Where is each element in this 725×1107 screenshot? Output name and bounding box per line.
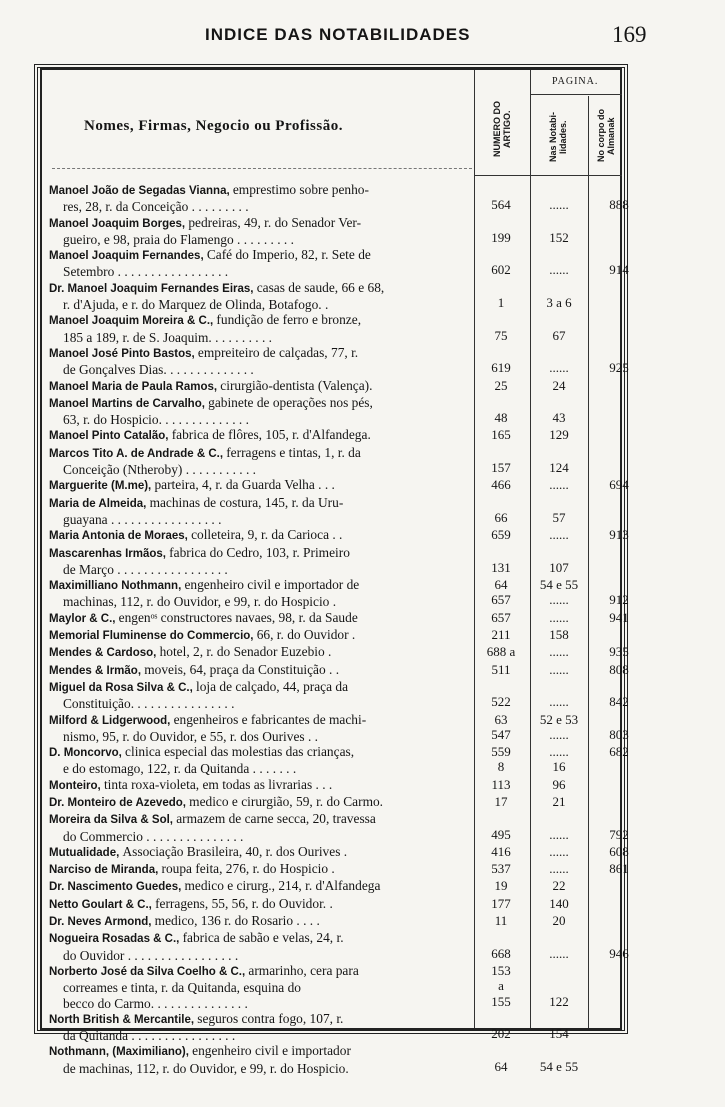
article-number: 64 (494, 1058, 508, 1074)
article-number: 199 (491, 229, 511, 245)
entry-text (47, 280, 471, 313)
page-notabilidades: ...... (549, 861, 569, 877)
article-number: 157 (491, 460, 511, 476)
table-row (47, 794, 627, 811)
page-notabilidades: ...... (549, 843, 569, 859)
entry-description: moveis, 64, praça da Constituição . . (144, 661, 340, 677)
column-header-numero: NUMERO DO ARTIGO. (492, 101, 512, 157)
page-notabilidades: 20 (552, 913, 566, 929)
table-row (47, 712, 627, 745)
entry-description: emprestimo sobre penho- (232, 182, 369, 197)
table-row (47, 861, 627, 878)
article-number: 559 (491, 744, 511, 760)
entry-description: e do estomago, 122, r. da Quitanda . . . . . . . (63, 761, 297, 777)
entry-description: Café do Imperio, 82, r. Sete de (206, 247, 371, 263)
page-notabilidades: ...... (549, 726, 569, 742)
table-row (47, 1011, 627, 1044)
entry-name: Miguel da Rosa Silva & C., (49, 681, 196, 694)
entry-text (47, 1043, 471, 1076)
entry-description: ferragens, 55, 56, r. do Ouvidor. . (155, 895, 333, 911)
entry-description: roupa feita, 276, r. do Hospicio . (161, 861, 335, 877)
article-number: 131 (491, 559, 511, 575)
entry-text (47, 811, 471, 844)
entry-name: Maria Antonia de Moraes, (49, 530, 192, 543)
entry-text (47, 777, 471, 794)
article-number: 153 (491, 962, 511, 978)
entry-name: Mendes & Cardoso, (49, 647, 160, 660)
entry-text (47, 312, 471, 345)
table-row (47, 477, 627, 494)
page-almanak: 861 (609, 861, 629, 877)
entry-text (47, 577, 471, 610)
entry-description: do Commercio . . . . . . . . . . . . . . . (63, 828, 244, 844)
article-number: 564 (491, 197, 511, 213)
entry-description: casas de saude, 66 e 68, (256, 279, 385, 295)
entry-description: guayana . . . . . . . . . . . . . . . . . (63, 511, 222, 527)
table-row (47, 1043, 627, 1076)
page-notabilidades: 57 (552, 509, 566, 525)
entry-text (47, 545, 471, 578)
table-row (47, 427, 627, 444)
table-row (47, 744, 627, 777)
entry-description: fabrica do Cedro, 103, r. Primeiro (169, 544, 350, 560)
page-almanak: 914 (609, 262, 629, 278)
page-notabilidades: ...... (549, 360, 569, 376)
entry-description: becco do Carmo. . . . . . . . . . . . . . . (63, 995, 248, 1011)
entry-text (47, 215, 471, 248)
page-notabilidades: 96 (552, 776, 566, 792)
page-notabilidades: 43 (552, 410, 566, 426)
entry-text (47, 445, 471, 478)
page-notabilidades: 52 e 53 (539, 711, 579, 727)
entry-name: Manoel Joaquim Fernandes, (49, 250, 207, 263)
entry-description: engenᵒˢ constructores navaes, 98, r. da Saude (118, 609, 358, 625)
entry-text (47, 527, 471, 544)
table-row (47, 777, 627, 794)
article-number: 511 (491, 661, 511, 677)
page-notabilidades: ...... (549, 592, 569, 608)
page-almanak: 682 (609, 744, 629, 760)
entry-name: Netto Goulart & C., (49, 898, 156, 911)
page-notabilidades: 54 e 55 (539, 577, 579, 593)
entry-name: Mendes & Irmão, (49, 664, 145, 677)
page-almanak: 941 (609, 609, 629, 625)
table-row (47, 495, 627, 528)
page-notabilidades: 122 (549, 993, 569, 1009)
entry-description: tinta roxa-violeta, em todas as livrarias . . . (103, 776, 333, 792)
table-row (47, 878, 627, 895)
entry-name: Dr. Monteiro de Azevedo, (49, 796, 190, 809)
entry-description: parteira, 4, r. da Guarda Velha . . . (154, 477, 335, 493)
article-number: 177 (491, 895, 511, 911)
article-number: 1 (497, 295, 505, 311)
page-notabilidades: ...... (549, 477, 569, 493)
entry-name: Mascarenhas Irmãos, (49, 547, 170, 560)
article-number: 66 (494, 509, 508, 525)
entry-name: Manoel Pinto Catalão, (49, 430, 172, 443)
table-row (47, 545, 627, 578)
article-number: 25 (494, 377, 508, 393)
entry-description: cirurgião-dentista (Valença). (220, 377, 373, 393)
entry-name: Marcos Tito A. de Andrade & C., (49, 447, 227, 460)
entry-description: engenheiro civil e importador (192, 1043, 351, 1059)
page-notabilidades: ...... (549, 744, 569, 760)
table-row (47, 247, 627, 280)
entry-text (47, 913, 471, 930)
entry-description: nismo, 95, r. do Ouvidor, e 55, r. dos Ourives . . (63, 728, 318, 744)
page-header (0, 22, 725, 54)
table-row (47, 610, 627, 627)
article-number: 211 (491, 627, 511, 643)
table-row (47, 215, 627, 248)
entry-name: North British & Mercantile, (49, 1013, 198, 1026)
header-divider (52, 168, 472, 169)
page-notabilidades: ...... (549, 945, 569, 961)
page-notabilidades: 22 (552, 878, 566, 894)
article-number: 48 (494, 410, 508, 426)
table-row (47, 182, 627, 215)
entry-description: correames e tinta, r. da Quitanda, esquina do (63, 980, 301, 996)
entry-description: de Março . . . . . . . . . . . . . . . . . (63, 561, 228, 577)
entry-text (47, 878, 471, 895)
article-number: 522 (491, 694, 511, 710)
column-header-almanak: No corpo do Almanak (596, 109, 616, 163)
entry-name: Maylor & C., (49, 612, 119, 625)
table-row (47, 963, 627, 1011)
article-number: 537 (491, 861, 511, 877)
entry-description: do Ouvidor . . . . . . . . . . . . . . . . . (63, 947, 239, 963)
article-number: 165 (491, 427, 511, 443)
table-row (47, 378, 627, 395)
article-number: 17 (494, 793, 508, 809)
page-almanak: 925 (609, 360, 629, 376)
entry-description: r. d'Ajuda, e r. do Marquez de Olinda, Botafogo. . (63, 297, 329, 313)
entry-description: pedreiras, 49, r. do Senador Ver- (188, 214, 362, 230)
page-notabilidades: 16 (552, 759, 566, 775)
table-row (47, 811, 627, 844)
entry-name: Mutualidade, (49, 846, 123, 859)
entry-name: Manoel Martins de Carvalho, (49, 397, 209, 410)
entries-list (47, 182, 627, 1076)
page-almanak: 694 (609, 477, 629, 493)
entry-text (47, 627, 471, 644)
entry-description: hotel, 2, r. do Senador Euzebio . (159, 644, 332, 660)
article-number: 659 (491, 527, 511, 543)
entry-description: empreiteiro de calçadas, 77, r. (197, 344, 359, 360)
table-row (47, 577, 627, 610)
page-notabilidades: 54 e 55 (539, 1058, 579, 1074)
entry-description: loja de calçado, 44, praça da (195, 678, 349, 694)
article-number: 657 (491, 609, 511, 625)
entry-description: armarinho, cera para (248, 962, 359, 978)
pagina-rule (530, 94, 622, 95)
entry-name: Monteiro, (49, 779, 104, 792)
page-notabilidades: 124 (549, 460, 569, 476)
page-notabilidades: ...... (549, 644, 569, 660)
header-bottom-rule (474, 175, 622, 176)
table-row (47, 445, 627, 478)
page-almanak: 935 (609, 644, 629, 660)
entry-text (47, 427, 471, 444)
entry-name: D. Moncorvo, (49, 747, 126, 760)
article-number: 688 a (486, 644, 516, 660)
column-header-names: Nomes, Firmas, Negocio ou Profissão. (84, 118, 343, 134)
entry-description: fundição de ferro e bronze, (216, 312, 362, 328)
entry-description: ferragens e tintas, 1, r. da (226, 444, 361, 460)
entry-description: 66, r. do Ouvidor . (256, 627, 356, 643)
page-notabilidades: 24 (552, 377, 566, 393)
article-number: 495 (491, 826, 511, 842)
entry-description: machinas de costura, 145, r. da Uru- (149, 494, 344, 510)
entry-name: Narciso de Miranda, (49, 864, 162, 877)
page-almanak: 842 (609, 694, 629, 710)
article-number: 8 (497, 759, 505, 775)
entry-description: gabinete de operações nos pés, (208, 394, 373, 410)
entry-description: fabrica de sabão e velas, 24, r. (182, 930, 344, 946)
article-number: 416 (491, 843, 511, 859)
entry-name: Manoel João de Segadas Vianna, (49, 185, 233, 197)
table-row (47, 312, 627, 345)
entry-description: machinas, 112, r. do Ouvidor, e 99, r. do Hospicio . (63, 594, 337, 610)
column-header-pagina: PAGINA. (552, 76, 599, 87)
page-notabilidades: 21 (552, 793, 566, 809)
entry-description: gueiro, e 98, praia do Flamengo . . . . . . . . . (63, 231, 294, 247)
page-almanak: 808 (609, 661, 629, 677)
article-number: 113 (491, 776, 511, 792)
entry-description: seguros contra fogo, 107, r. (197, 1010, 344, 1026)
entry-name: Milford & Lidgerwood, (49, 714, 174, 727)
entry-name: Manoel Joaquim Borges, (49, 217, 189, 230)
entry-description: medico, 136 r. do Rosario . . . . (154, 913, 320, 929)
page-notabilidades: ...... (549, 609, 569, 625)
entry-name: Norberto José da Silva Coelho & C., (49, 965, 249, 978)
entry-description: Setembro . . . . . . . . . . . . . . . . . (63, 264, 229, 280)
entry-name: Moreira da Silva & Sol, (49, 814, 177, 827)
page-almanak: 946 (609, 945, 629, 961)
entry-name: Memorial Fluminense do Commercio, (49, 630, 257, 643)
table-row (47, 627, 627, 644)
table-row (47, 644, 627, 661)
entry-description: da Quitanda . . . . . . . . . . . . . . . . (63, 1028, 236, 1044)
entry-description: Conceição (Ntheroby) . . . . . . . . . . . (63, 462, 257, 478)
page-number: 169 (612, 22, 647, 47)
page-notabilidades: ...... (549, 826, 569, 842)
page-almanak: 912 (609, 592, 629, 608)
entry-name: Marguerite (M.me), (49, 480, 155, 493)
page-notabilidades: 3 a 6 (546, 295, 572, 311)
entry-name: Maria de Almeida, (49, 497, 150, 510)
page-notabilidades: ...... (549, 527, 569, 543)
entry-name: Manoel José Pinto Bastos, (49, 347, 198, 360)
page-almanak: 608 (609, 843, 629, 859)
entry-name: Nogueira Rosadas & C., (49, 933, 183, 946)
entry-text (47, 896, 471, 913)
entry-text (47, 395, 471, 428)
entry-description: clinica especial das molestias das crianças, (125, 744, 355, 760)
table-row (47, 844, 627, 861)
entry-description: engenheiros e fabricantes de machi- (173, 711, 367, 727)
page-notabilidades: 67 (552, 327, 566, 343)
column-header-notabilidades: Nas Notabi- lidades. (548, 112, 568, 163)
table-row (47, 662, 627, 679)
entry-text (47, 345, 471, 378)
entry-text (47, 495, 471, 528)
page-notabilidades: ...... (549, 661, 569, 677)
entry-description: colleteira, 9, r. da Carioca . . (191, 527, 343, 543)
entry-text (47, 679, 471, 712)
page-almanak: 803 (609, 726, 629, 742)
entry-description: armazem de carne secca, 20, travessa (176, 811, 376, 827)
article-number: 75 (494, 327, 508, 343)
article-number: 155 (491, 993, 511, 1009)
entry-name: Manoel Maria de Paula Ramos, (49, 380, 221, 393)
entry-name: Manoel Joaquim Moreira & C., (49, 315, 217, 328)
entry-name: Dr. Neves Armond, (49, 916, 155, 929)
table-row (47, 345, 627, 378)
article-number: 547 (491, 726, 511, 742)
entry-text (47, 794, 471, 811)
article-number: 657 (491, 592, 511, 608)
page-notabilidades: ...... (549, 694, 569, 710)
entry-description: res, 28, r. da Conceição . . . . . . . . . (63, 199, 249, 215)
entry-text (47, 930, 471, 963)
page-notabilidades: 152 (549, 229, 569, 245)
article-number: 63 (494, 711, 508, 727)
entry-text (47, 610, 471, 627)
article-number: 619 (491, 360, 511, 376)
entry-description: medico e cirurg., 214, r. d'Alfandega (184, 878, 381, 894)
table-row (47, 913, 627, 930)
article-number: 466 (491, 477, 511, 493)
article-number: 11 (494, 913, 508, 929)
entry-text (47, 378, 471, 395)
entry-description: engenheiro civil e importador de (184, 577, 360, 593)
page-notabilidades: 158 (549, 627, 569, 643)
table-row (47, 679, 627, 712)
entry-text (47, 744, 471, 777)
table-row (47, 527, 627, 544)
entry-text (47, 861, 471, 878)
entry-description: 63, r. do Hospicio. . . . . . . . . . . . . . (63, 412, 249, 428)
table-row (47, 280, 627, 313)
page-notabilidades: ...... (549, 262, 569, 278)
page-almanak: 888 (609, 197, 629, 213)
entry-description: de machinas, 112, r. do Ouvidor, e 99, r. do Hospicio. (63, 1060, 349, 1076)
entry-description: medico e cirurgião, 59, r. do Carmo. (189, 793, 384, 809)
entry-text (47, 644, 471, 661)
entry-description: Constituição. . . . . . . . . . . . . . . . (63, 696, 235, 712)
entry-text (47, 844, 471, 861)
entry-name: Dr. Manoel Joaquim Fernandes Eiras, (49, 282, 257, 295)
entry-text (47, 182, 471, 215)
article-number: 19 (494, 878, 508, 894)
article-number: a (498, 978, 504, 994)
article-number: 202 (491, 1026, 511, 1042)
article-number: 602 (491, 262, 511, 278)
entry-name: Dr. Nascimento Guedes, (49, 881, 185, 894)
entry-description: Associação Brasileira, 40, r. dos Ourives . (122, 843, 348, 859)
entry-description: 185 a 189, r. de S. Joaquim. . . . . . . . . . (63, 329, 273, 345)
table-row (47, 395, 627, 428)
page-notabilidades: 154 (549, 1026, 569, 1042)
entry-text (47, 247, 471, 280)
entry-description: fabrica de flôres, 105, r. d'Alfandega. (171, 427, 371, 443)
page-notabilidades: 140 (549, 895, 569, 911)
entry-name: Maximilliano Nothmann, (49, 580, 185, 593)
page-notabilidades: 107 (549, 559, 569, 575)
article-number: 64 (494, 577, 508, 593)
entry-text (47, 477, 471, 494)
entry-text (47, 1011, 471, 1044)
entry-description: de Gonçalves Dias. . . . . . . . . . . . . . (63, 362, 254, 378)
page-notabilidades: 129 (549, 427, 569, 443)
article-number: 668 (491, 945, 511, 961)
page-almanak: 913 (609, 527, 629, 543)
page-notabilidades: ...... (549, 197, 569, 213)
table-row (47, 896, 627, 913)
entry-name: Nothmann, (Maximiliano), (49, 1046, 193, 1059)
page-title: INDICE DAS NOTABILIDADES (205, 25, 471, 44)
table-row (47, 930, 627, 963)
page-almanak: 792 (609, 826, 629, 842)
entry-text (47, 963, 471, 1011)
entry-text (47, 712, 471, 745)
entry-text (47, 662, 471, 679)
